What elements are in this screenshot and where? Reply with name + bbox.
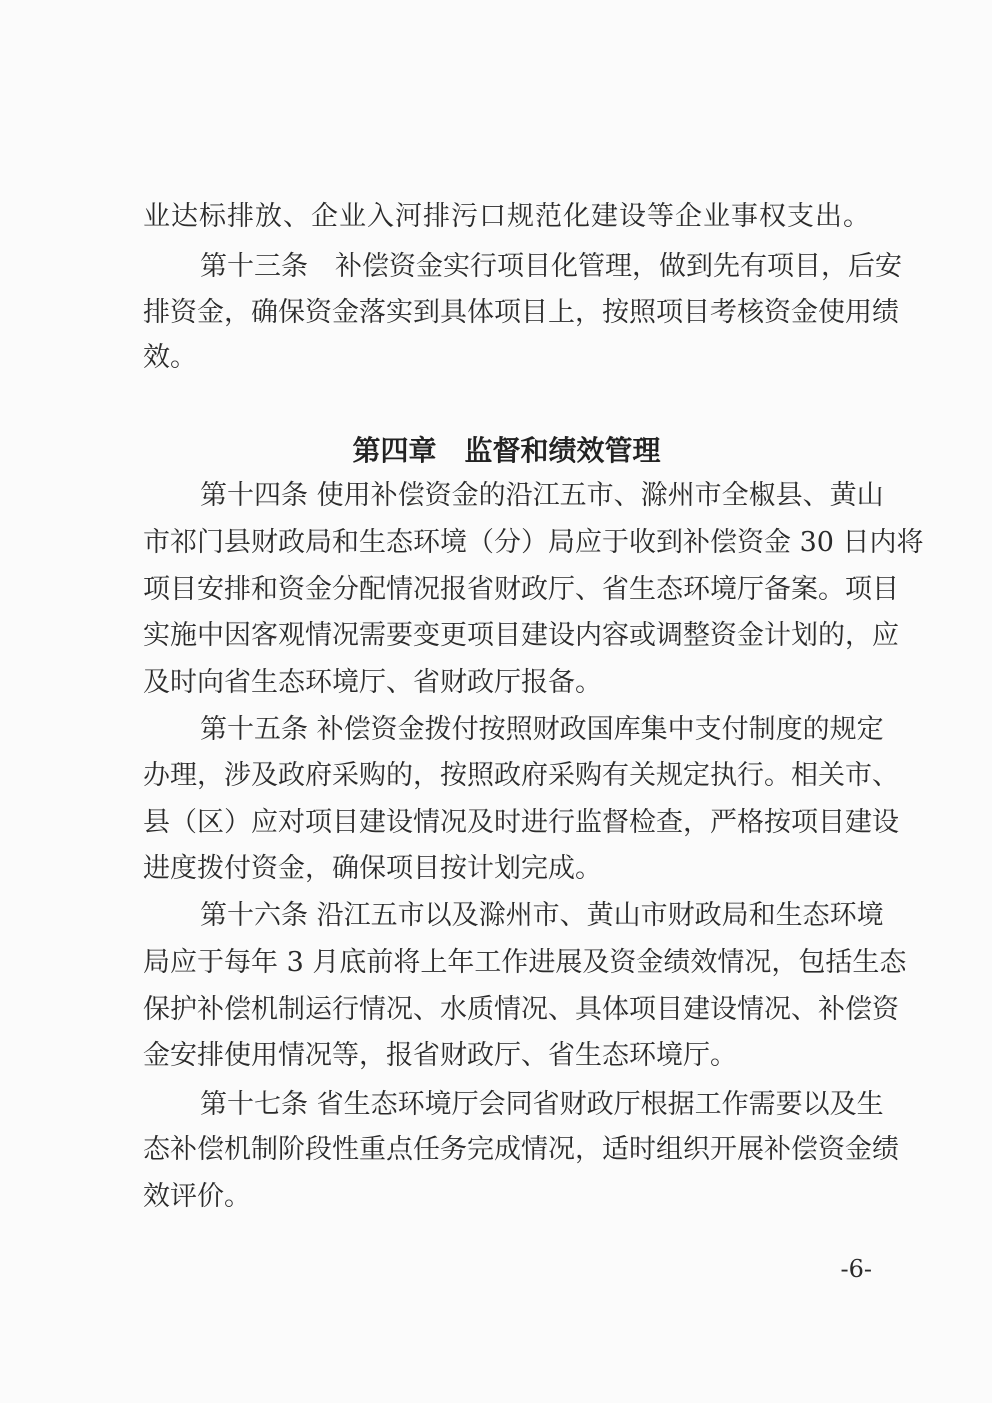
text-line: 项目安排和资金分配情况报省财政厅、省生态环境厅备案。项目	[143, 574, 899, 605]
text-line: 保护补偿机制运行情况、水质情况、具体项目建设情况、补偿资	[143, 994, 899, 1025]
text-line: 效。	[143, 342, 197, 373]
text-line: 业达标排放、企业入河排污口规范化建设等企业事权支出。	[143, 201, 870, 232]
article-17-line: 第十七条 省生态环境厅会同省财政厅根据工作需要以及生	[200, 1089, 884, 1120]
text-line: 办理，涉及政府采购的，按照政府采购有关规定执行。相关市、	[143, 760, 899, 791]
text-line: 进度拨付资金，确保项目按计划完成。	[143, 853, 602, 884]
article-13-line: 第十三条 补偿资金实行项目化管理，做到先有项目，后安	[200, 251, 902, 282]
text-line: 及时向省生态环境厅、省财政厅报备。	[143, 667, 602, 698]
text-line: 效评价。	[143, 1181, 251, 1212]
text-line: 局应于每年 3 月底前将上年工作进展及资金绩效情况，包括生态	[143, 947, 907, 978]
article-16-line: 第十六条 沿江五市以及滁州市、黄山市财政局和生态环境	[200, 900, 884, 931]
chapter-heading: 第四章 监督和绩效管理	[352, 434, 661, 467]
text-line: 金安排使用情况等，报省财政厅、省生态环境厅。	[143, 1040, 737, 1071]
article-14-line: 第十四条 使用补偿资金的沿江五市、滁州市全椒县、黄山	[200, 480, 884, 511]
text-line: 态补偿机制阶段性重点任务完成情况，适时组织开展补偿资金绩	[143, 1134, 899, 1165]
text-line: 市祁门县财政局和生态环境（分）局应于收到补偿资金 30 日内将	[143, 527, 924, 558]
page-number: -6-	[840, 1255, 872, 1283]
article-15-line: 第十五条 补偿资金拨付按照财政国库集中支付制度的规定	[200, 714, 884, 745]
text-line: 实施中因客观情况需要变更项目建设内容或调整资金计划的，应	[143, 620, 899, 651]
text-line: 县（区）应对项目建设情况及时进行监督检查，严格按项目建设	[143, 807, 899, 838]
text-line: 排资金，确保资金落实到具体项目上，按照项目考核资金使用绩	[143, 297, 899, 328]
